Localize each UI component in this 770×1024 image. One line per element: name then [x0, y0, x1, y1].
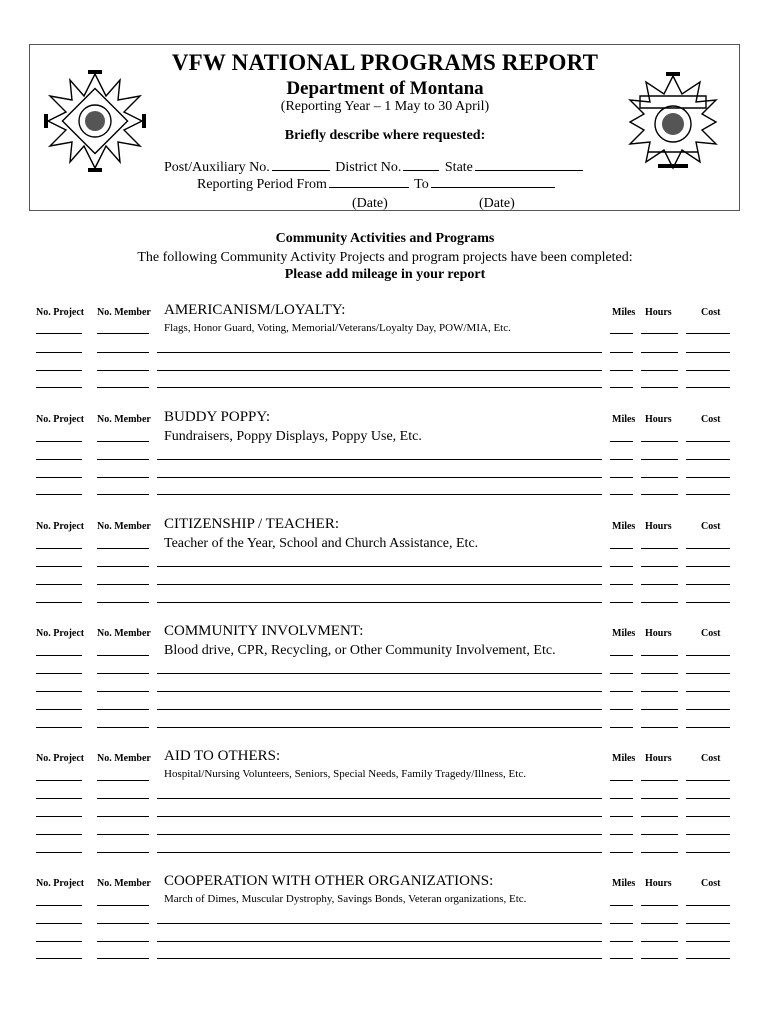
miles-field[interactable] [610, 673, 633, 674]
hours-field[interactable] [641, 655, 678, 656]
member-count-field[interactable] [97, 780, 149, 781]
member-count-field[interactable] [97, 709, 149, 710]
project-count-field[interactable] [36, 673, 82, 674]
col-header-hours: Hours [645, 753, 672, 764]
cost-field[interactable] [686, 584, 730, 585]
member-count-field[interactable] [97, 816, 149, 817]
cost-field[interactable] [686, 655, 730, 656]
hours-field[interactable] [641, 333, 678, 334]
col-header-member: No. Member [97, 753, 151, 764]
project-count-field[interactable] [36, 548, 82, 549]
member-count-field[interactable] [97, 566, 149, 567]
cost-field[interactable] [686, 709, 730, 710]
report-title: VFW NATIONAL PROGRAMS REPORT [171, 50, 599, 75]
project-count-field[interactable] [36, 602, 82, 603]
section-title: AID TO OTHERS: [164, 748, 281, 764]
miles-field[interactable] [610, 816, 633, 817]
col-header-hours: Hours [645, 414, 672, 425]
district-number-field[interactable] [403, 158, 439, 171]
member-count-field[interactable] [97, 352, 149, 353]
description-field[interactable] [157, 958, 602, 959]
col-header-project: No. Project [36, 753, 85, 764]
member-count-field[interactable] [97, 798, 149, 799]
hours-field[interactable] [641, 852, 678, 853]
hours-field[interactable] [641, 494, 678, 495]
section-title: CITIZENSHIP / TEACHER: [164, 516, 339, 532]
cost-field[interactable] [686, 905, 730, 906]
section-description: March of Dimes, Muscular Dystrophy, Savings Bonds, Veteran organizations, Etc. [164, 893, 527, 905]
miles-field[interactable] [610, 370, 633, 371]
section-description: Hospital/Nursing Volunteers, Seniors, Special Needs, Family Tragedy/Illness, Etc. [164, 768, 526, 780]
hours-field[interactable] [641, 834, 678, 835]
miles-field[interactable] [610, 566, 633, 567]
district-label: District No. [335, 160, 402, 175]
miles-field[interactable] [610, 352, 633, 353]
col-header-miles: Miles [612, 878, 636, 889]
miles-field[interactable] [610, 958, 633, 959]
cost-field[interactable] [686, 958, 730, 959]
miles-field[interactable] [610, 834, 633, 835]
col-header-miles: Miles [612, 521, 636, 532]
cost-field[interactable] [686, 566, 730, 567]
hours-field[interactable] [641, 387, 678, 388]
hours-field[interactable] [641, 602, 678, 603]
post-number-field[interactable] [272, 158, 330, 171]
description-field[interactable] [157, 370, 602, 371]
cost-field[interactable] [686, 691, 730, 692]
project-count-field[interactable] [36, 709, 82, 710]
hours-field[interactable] [641, 941, 678, 942]
col-header-cost: Cost [701, 628, 721, 639]
description-field[interactable] [157, 727, 602, 728]
project-count-field[interactable] [36, 816, 82, 817]
miles-field[interactable] [610, 387, 633, 388]
description-field[interactable] [157, 494, 602, 495]
project-count-field[interactable] [36, 691, 82, 692]
col-header-cost: Cost [701, 521, 721, 532]
member-count-field[interactable] [97, 834, 149, 835]
description-field[interactable] [157, 459, 602, 460]
miles-field[interactable] [610, 780, 633, 781]
col-header-miles: Miles [612, 753, 636, 764]
hours-field[interactable] [641, 905, 678, 906]
col-header-cost: Cost [701, 753, 721, 764]
col-header-member: No. Member [97, 414, 151, 425]
miles-field[interactable] [610, 923, 633, 924]
col-header-cost: Cost [701, 307, 721, 318]
col-header-hours: Hours [645, 521, 672, 532]
member-count-field[interactable] [97, 727, 149, 728]
period-from-label: Reporting Period From [197, 177, 327, 192]
reporting-period-line [197, 175, 557, 193]
description-field[interactable] [157, 852, 602, 853]
mileage-note: Please add mileage in your report [284, 267, 486, 282]
project-count-field[interactable] [36, 941, 82, 942]
section-description: Blood drive, CPR, Recycling, or Other Community Involvement, Etc. [164, 643, 556, 658]
miles-field[interactable] [610, 459, 633, 460]
col-header-hours: Hours [645, 307, 672, 318]
cost-field[interactable] [686, 816, 730, 817]
col-header-project: No. Project [36, 878, 85, 889]
section-description: Fundraisers, Poppy Displays, Poppy Use, Etc. [164, 429, 422, 444]
miles-field[interactable] [610, 548, 633, 549]
member-count-field[interactable] [97, 441, 149, 442]
member-count-field[interactable] [97, 923, 149, 924]
hours-field[interactable] [641, 566, 678, 567]
col-header-miles: Miles [612, 307, 636, 318]
col-header-project: No. Project [36, 307, 85, 318]
project-count-field[interactable] [36, 798, 82, 799]
description-field[interactable] [157, 602, 602, 603]
cost-field[interactable] [686, 923, 730, 924]
post-district-state-line [164, 158, 585, 176]
description-field[interactable] [157, 834, 602, 835]
section-description: Flags, Honor Guard, Voting, Memorial/Veterans/Loyalty Day, POW/MIA, Etc. [164, 322, 511, 334]
description-field[interactable] [157, 816, 602, 817]
description-field[interactable] [157, 387, 602, 388]
project-count-field[interactable] [36, 958, 82, 959]
member-count-field[interactable] [97, 370, 149, 371]
miles-field[interactable] [610, 941, 633, 942]
col-header-project: No. Project [36, 521, 85, 532]
section-description: Teacher of the Year, School and Church Assistance, Etc. [164, 536, 479, 551]
miles-field[interactable] [610, 727, 633, 728]
description-field[interactable] [157, 798, 602, 799]
hours-field[interactable] [641, 352, 678, 353]
member-count-field[interactable] [97, 655, 149, 656]
project-count-field[interactable] [36, 441, 82, 442]
project-count-field[interactable] [36, 387, 82, 388]
cost-field[interactable] [686, 673, 730, 674]
project-count-field[interactable] [36, 852, 82, 853]
project-count-field[interactable] [36, 905, 82, 906]
hours-field[interactable] [641, 673, 678, 674]
hours-field[interactable] [641, 691, 678, 692]
col-header-miles: Miles [612, 628, 636, 639]
section-title: COMMUNITY INVOLVMENT: [164, 623, 364, 639]
cost-field[interactable] [686, 941, 730, 942]
project-count-field[interactable] [36, 834, 82, 835]
hours-field[interactable] [641, 459, 678, 460]
project-count-field[interactable] [36, 780, 82, 781]
col-header-member: No. Member [97, 878, 151, 889]
description-field[interactable] [157, 691, 602, 692]
cost-field[interactable] [686, 798, 730, 799]
hours-field[interactable] [641, 923, 678, 924]
member-count-field[interactable] [97, 477, 149, 478]
description-field[interactable] [157, 584, 602, 585]
department-name: Department of Montana [286, 78, 484, 99]
member-count-field[interactable] [97, 941, 149, 942]
cost-field[interactable] [686, 387, 730, 388]
miles-field[interactable] [610, 852, 633, 853]
description-field[interactable] [157, 941, 602, 942]
col-header-member: No. Member [97, 628, 151, 639]
cost-field[interactable] [686, 780, 730, 781]
col-header-hours: Hours [645, 628, 672, 639]
hours-field[interactable] [641, 370, 678, 371]
hours-field[interactable] [641, 709, 678, 710]
description-field[interactable] [157, 477, 602, 478]
hours-field[interactable] [641, 477, 678, 478]
section-title: AMERICANISM/LOYALTY: [164, 302, 346, 318]
hours-field[interactable] [641, 958, 678, 959]
cost-field[interactable] [686, 459, 730, 460]
cost-field[interactable] [686, 602, 730, 603]
hours-field[interactable] [641, 780, 678, 781]
project-count-field[interactable] [36, 584, 82, 585]
cost-field[interactable] [686, 548, 730, 549]
member-count-field[interactable] [97, 387, 149, 388]
miles-field[interactable] [610, 441, 633, 442]
miles-field[interactable] [610, 905, 633, 906]
member-count-field[interactable] [97, 333, 149, 334]
miles-field[interactable] [610, 333, 633, 334]
member-count-field[interactable] [97, 459, 149, 460]
period-to-label: To [414, 177, 429, 192]
member-count-field[interactable] [97, 905, 149, 906]
member-count-field[interactable] [97, 584, 149, 585]
member-count-field[interactable] [97, 691, 149, 692]
miles-field[interactable] [610, 709, 633, 710]
cost-field[interactable] [686, 834, 730, 835]
hours-field[interactable] [641, 798, 678, 799]
project-count-field[interactable] [36, 352, 82, 353]
project-count-field[interactable] [36, 494, 82, 495]
member-count-field[interactable] [97, 548, 149, 549]
cost-field[interactable] [686, 477, 730, 478]
miles-field[interactable] [610, 691, 633, 692]
instruction-text: Briefly describe where requested: [284, 128, 486, 143]
cost-field[interactable] [686, 494, 730, 495]
member-count-field[interactable] [97, 958, 149, 959]
miles-field[interactable] [610, 494, 633, 495]
hours-field[interactable] [641, 816, 678, 817]
project-count-field[interactable] [36, 370, 82, 371]
cost-field[interactable] [686, 727, 730, 728]
state-label: State [444, 160, 473, 175]
period-from-field[interactable] [329, 175, 409, 188]
col-header-project: No. Project [36, 414, 85, 425]
member-count-field[interactable] [97, 602, 149, 603]
community-activities-description: The following Community Activity Projects and program projects have been completed: [137, 250, 633, 265]
reporting-year: (Reporting Year – 1 May to 30 April) [280, 99, 490, 114]
col-header-hours: Hours [645, 878, 672, 889]
post-label: Post/Auxiliary No. [164, 160, 270, 175]
project-count-field[interactable] [36, 655, 82, 656]
member-count-field[interactable] [97, 494, 149, 495]
period-to-field[interactable] [431, 175, 555, 188]
miles-field[interactable] [610, 602, 633, 603]
hours-field[interactable] [641, 727, 678, 728]
description-field[interactable] [157, 923, 602, 924]
miles-field[interactable] [610, 477, 633, 478]
cost-field[interactable] [686, 441, 730, 442]
state-field[interactable] [475, 158, 583, 171]
col-header-cost: Cost [701, 878, 721, 889]
section-title: BUDDY POPPY: [164, 409, 271, 425]
cost-field[interactable] [686, 852, 730, 853]
date-label-from: (Date) [352, 196, 388, 211]
project-count-field[interactable] [36, 566, 82, 567]
cost-field[interactable] [686, 352, 730, 353]
section-title: COOPERATION WITH OTHER ORGANIZATIONS: [164, 873, 494, 889]
hours-field[interactable] [641, 548, 678, 549]
col-header-miles: Miles [612, 414, 636, 425]
description-field[interactable] [157, 673, 602, 674]
date-label-to: (Date) [479, 196, 515, 211]
miles-field[interactable] [610, 584, 633, 585]
miles-field[interactable] [610, 798, 633, 799]
member-count-field[interactable] [97, 852, 149, 853]
project-count-field[interactable] [36, 923, 82, 924]
project-count-field[interactable] [36, 333, 82, 334]
project-count-field[interactable] [36, 477, 82, 478]
hours-field[interactable] [641, 584, 678, 585]
col-header-project: No. Project [36, 628, 85, 639]
project-count-field[interactable] [36, 727, 82, 728]
project-count-field[interactable] [36, 459, 82, 460]
hours-field[interactable] [641, 441, 678, 442]
member-count-field[interactable] [97, 673, 149, 674]
cost-field[interactable] [686, 370, 730, 371]
description-field[interactable] [157, 566, 602, 567]
miles-field[interactable] [610, 655, 633, 656]
col-header-member: No. Member [97, 521, 151, 532]
cost-field[interactable] [686, 333, 730, 334]
description-field[interactable] [157, 709, 602, 710]
description-field[interactable] [157, 352, 602, 353]
community-activities-title: Community Activities and Programs [275, 231, 495, 246]
col-header-cost: Cost [701, 414, 721, 425]
col-header-member: No. Member [97, 307, 151, 318]
